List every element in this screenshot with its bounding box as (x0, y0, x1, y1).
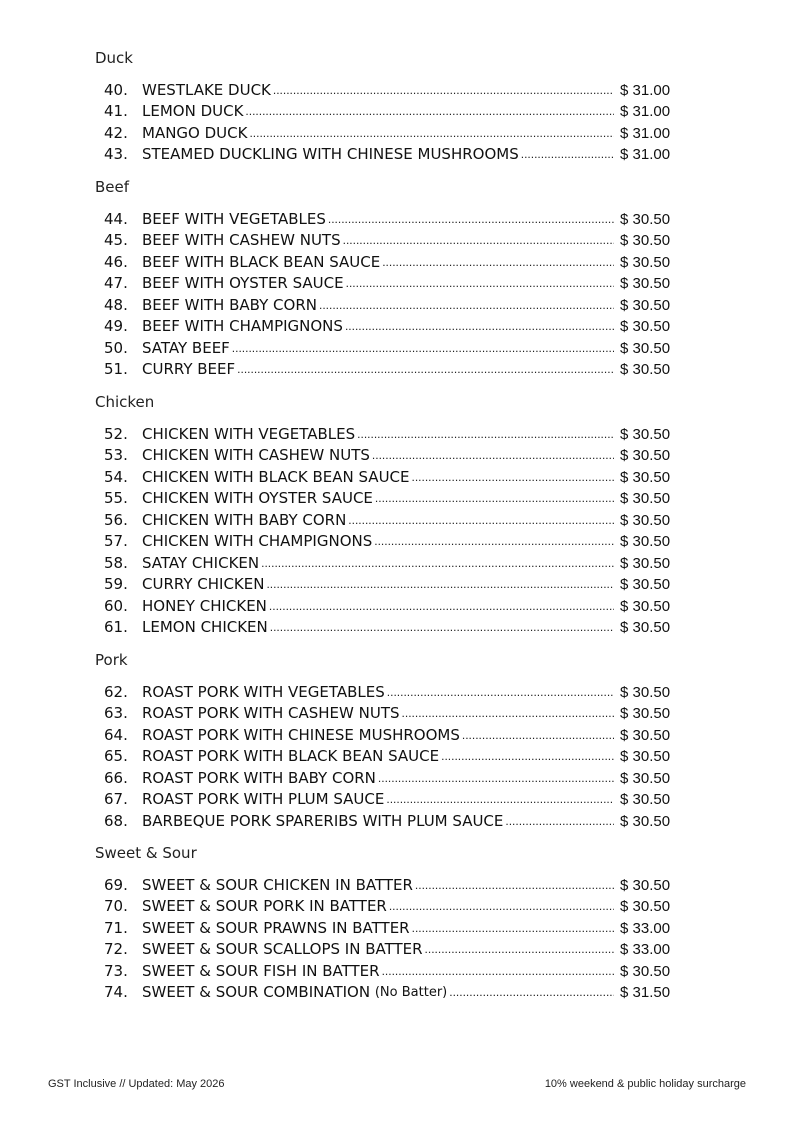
item-price: $ 30.50 (620, 361, 671, 378)
item-number: 69. (104, 876, 128, 894)
item-number: 56. (104, 511, 128, 529)
item-name: CHICKEN WITH OYSTER SAUCE (142, 489, 373, 507)
item-number: 58. (104, 554, 128, 572)
item-price: $ 30.50 (620, 684, 671, 701)
dot-leader (345, 316, 614, 337)
dot-leader (232, 338, 614, 359)
item-price: $ 30.50 (620, 447, 671, 464)
menu-item (0, 445, 793, 466)
item-name: BEEF WITH BLACK BEAN SAUCE (142, 253, 381, 271)
item-number: 50. (104, 339, 128, 357)
menu-item (0, 359, 793, 380)
section-title: Chicken (95, 393, 155, 411)
item-price: $ 30.50 (620, 232, 671, 249)
menu-item (0, 316, 793, 337)
item-price: $ 30.50 (620, 490, 671, 507)
item-number: 71. (104, 919, 128, 937)
dot-leader (389, 896, 614, 917)
dot-leader (378, 768, 614, 789)
item-price: $ 30.50 (620, 598, 671, 615)
item-price: $ 30.50 (620, 469, 671, 486)
dot-leader (387, 682, 614, 703)
menu-item (0, 961, 793, 982)
item-name: SWEET & SOUR PRAWNS IN BATTER (142, 919, 410, 937)
item-price: $ 30.50 (620, 340, 671, 357)
section-title: Duck (95, 49, 133, 67)
dot-leader (375, 488, 614, 509)
item-price: $ 30.50 (620, 555, 671, 572)
item-price: $ 30.50 (620, 211, 671, 228)
item-price: $ 30.50 (620, 512, 671, 529)
item-number: 57. (104, 532, 128, 550)
item-price: $ 31.00 (620, 82, 671, 99)
item-price: $ 30.50 (620, 877, 671, 894)
item-name: WESTLAKE DUCK (142, 81, 271, 99)
item-name: SWEET & SOUR COMBINATION (142, 983, 371, 1001)
menu-item (0, 295, 793, 316)
item-name: BEEF WITH BABY CORN (142, 296, 317, 314)
item-number: 66. (104, 769, 128, 787)
dot-leader (237, 359, 614, 380)
dot-leader (273, 80, 614, 101)
item-name: LEMON CHICKEN (142, 618, 268, 636)
footer-gst-note: GST Inclusive // Updated: May 2026 (48, 1078, 225, 1090)
dot-leader (261, 553, 614, 574)
section-title: Sweet & Sour (95, 844, 197, 862)
item-number: 60. (104, 597, 128, 615)
menu-item (0, 617, 793, 638)
menu-item (0, 144, 793, 165)
item-name: ROAST PORK WITH VEGETABLES (142, 683, 385, 701)
item-number: 47. (104, 274, 128, 292)
item-number: 70. (104, 897, 128, 915)
menu-item (0, 338, 793, 359)
item-number: 65. (104, 747, 128, 765)
item-name: CURRY CHICKEN (142, 575, 265, 593)
menu-item (0, 101, 793, 122)
item-number: 61. (104, 618, 128, 636)
dot-leader (346, 273, 614, 294)
item-number: 67. (104, 790, 128, 808)
item-name: SWEET & SOUR SCALLOPS IN BATTER (142, 940, 423, 958)
menu-item (0, 209, 793, 230)
menu-item (0, 467, 793, 488)
item-name: BARBEQUE PORK SPARERIBS WITH PLUM SAUCE (142, 812, 504, 830)
dot-leader (382, 252, 614, 273)
menu-item (0, 596, 793, 617)
dot-leader (372, 445, 614, 466)
dot-leader (348, 510, 614, 531)
menu-item (0, 811, 793, 832)
menu-item (0, 488, 793, 509)
dot-leader (505, 811, 614, 832)
item-price: $ 31.00 (620, 146, 671, 163)
menu-item (0, 424, 793, 445)
item-number: 51. (104, 360, 128, 378)
item-price: $ 30.50 (620, 619, 671, 636)
item-price: $ 30.50 (620, 813, 671, 830)
item-number: 62. (104, 683, 128, 701)
menu-item (0, 703, 793, 724)
section-title: Pork (95, 651, 128, 669)
menu-item (0, 789, 793, 810)
item-price: $ 31.00 (620, 103, 671, 120)
item-price: $ 30.50 (620, 791, 671, 808)
item-price: $ 30.50 (620, 898, 671, 915)
item-number: 74. (104, 983, 128, 1001)
item-price: $ 30.50 (620, 705, 671, 722)
item-name: CHICKEN WITH BABY CORN (142, 511, 347, 529)
item-number: 59. (104, 575, 128, 593)
dot-leader (386, 789, 614, 810)
menu-item (0, 553, 793, 574)
footer-surcharge-note: 10% weekend & public holiday surcharge (544, 1078, 746, 1090)
item-number: 45. (104, 231, 128, 249)
dot-leader (270, 617, 614, 638)
menu-item (0, 531, 793, 552)
item-name: CURRY BEEF (142, 360, 236, 378)
dot-leader (412, 918, 614, 939)
item-number: 64. (104, 726, 128, 744)
item-number: 52. (104, 425, 128, 443)
dot-leader (402, 703, 614, 724)
item-name: BEEF WITH VEGETABLES (142, 210, 326, 228)
item-name: BEEF WITH OYSTER SAUCE (142, 274, 344, 292)
item-number: 68. (104, 812, 128, 830)
item-price: $ 31.50 (620, 984, 671, 1001)
dot-leader (249, 123, 614, 144)
item-number: 55. (104, 489, 128, 507)
item-price: $ 30.50 (620, 770, 671, 787)
menu-item (0, 746, 793, 767)
item-name: SATAY CHICKEN (142, 554, 260, 572)
item-price: $ 30.50 (620, 318, 671, 335)
menu-item (0, 574, 793, 595)
dot-leader (266, 574, 614, 595)
menu-item (0, 510, 793, 531)
item-price: $ 30.50 (620, 254, 671, 271)
dot-leader (462, 725, 614, 746)
item-number: 53. (104, 446, 128, 464)
item-name: CHICKEN WITH CASHEW NUTS (142, 446, 370, 464)
menu-item (0, 273, 793, 294)
item-name: MANGO DUCK (142, 124, 248, 142)
dot-leader (245, 101, 614, 122)
item-name: CHICKEN WITH VEGETABLES (142, 425, 356, 443)
dot-leader (415, 875, 614, 896)
item-name: ROAST PORK WITH PLUM SAUCE (142, 790, 385, 808)
item-price: $ 30.50 (620, 727, 671, 744)
item-number: 49. (104, 317, 128, 335)
item-name: SWEET & SOUR FISH IN BATTER (142, 962, 380, 980)
menu-item (0, 80, 793, 101)
item-name: ROAST PORK WITH BLACK BEAN SAUCE (142, 747, 440, 765)
menu-item (0, 252, 793, 273)
item-note: (No Batter) (374, 985, 448, 1000)
dot-leader (269, 596, 614, 617)
item-number: 44. (104, 210, 128, 228)
dot-leader (343, 230, 614, 251)
item-price: $ 30.50 (620, 748, 671, 765)
item-number: 63. (104, 704, 128, 722)
item-price: $ 30.50 (620, 297, 671, 314)
item-number: 73. (104, 962, 128, 980)
menu-item (0, 725, 793, 746)
item-name: ROAST PORK WITH CHINESE MUSHROOMS (142, 726, 460, 744)
item-price: $ 30.50 (620, 576, 671, 593)
dot-leader (374, 531, 614, 552)
dot-leader (382, 961, 614, 982)
dot-leader (319, 295, 614, 316)
item-name: LEMON DUCK (142, 102, 244, 120)
menu-item (0, 896, 793, 917)
item-price: $ 30.50 (620, 426, 671, 443)
item-price: $ 30.50 (620, 963, 671, 980)
item-name: SWEET & SOUR CHICKEN IN BATTER (142, 876, 413, 894)
item-price: $ 33.00 (620, 941, 671, 958)
menu-item (0, 230, 793, 251)
item-name: CHICKEN WITH CHAMPIGNONS (142, 532, 373, 550)
item-number: 41. (104, 102, 128, 120)
dot-leader (441, 746, 614, 767)
menu-item (0, 918, 793, 939)
item-name: BEEF WITH CHAMPIGNONS (142, 317, 343, 335)
menu-item (0, 682, 793, 703)
dot-leader (328, 209, 614, 230)
item-name: BEEF WITH CASHEW NUTS (142, 231, 341, 249)
item-name: ROAST PORK WITH BABY CORN (142, 769, 376, 787)
section-title: Beef (95, 178, 130, 196)
menu-item (0, 982, 793, 1003)
item-number: 43. (104, 145, 128, 163)
item-number: 40. (104, 81, 128, 99)
menu-item (0, 123, 793, 144)
item-price: $ 30.50 (620, 533, 671, 550)
item-price: $ 30.50 (620, 275, 671, 292)
item-name: ROAST PORK WITH CASHEW NUTS (142, 704, 400, 722)
dot-leader (412, 467, 615, 488)
item-price: $ 33.00 (620, 920, 671, 937)
item-number: 42. (104, 124, 128, 142)
item-number: 48. (104, 296, 128, 314)
menu-item (0, 875, 793, 896)
menu-item (0, 939, 793, 960)
item-price: $ 31.00 (620, 125, 671, 142)
item-name: HONEY CHICKEN (142, 597, 267, 615)
dot-leader (425, 939, 614, 960)
item-name: STEAMED DUCKLING WITH CHINESE MUSHROOMS (142, 145, 519, 163)
item-number: 54. (104, 468, 128, 486)
dot-leader (521, 144, 614, 165)
item-number: 72. (104, 940, 128, 958)
item-name: CHICKEN WITH BLACK BEAN SAUCE (142, 468, 410, 486)
dot-leader (357, 424, 614, 445)
menu-item (0, 768, 793, 789)
item-number: 46. (104, 253, 128, 271)
item-name: SATAY BEEF (142, 339, 230, 357)
dot-leader (449, 982, 614, 1003)
item-name: SWEET & SOUR PORK IN BATTER (142, 897, 387, 915)
